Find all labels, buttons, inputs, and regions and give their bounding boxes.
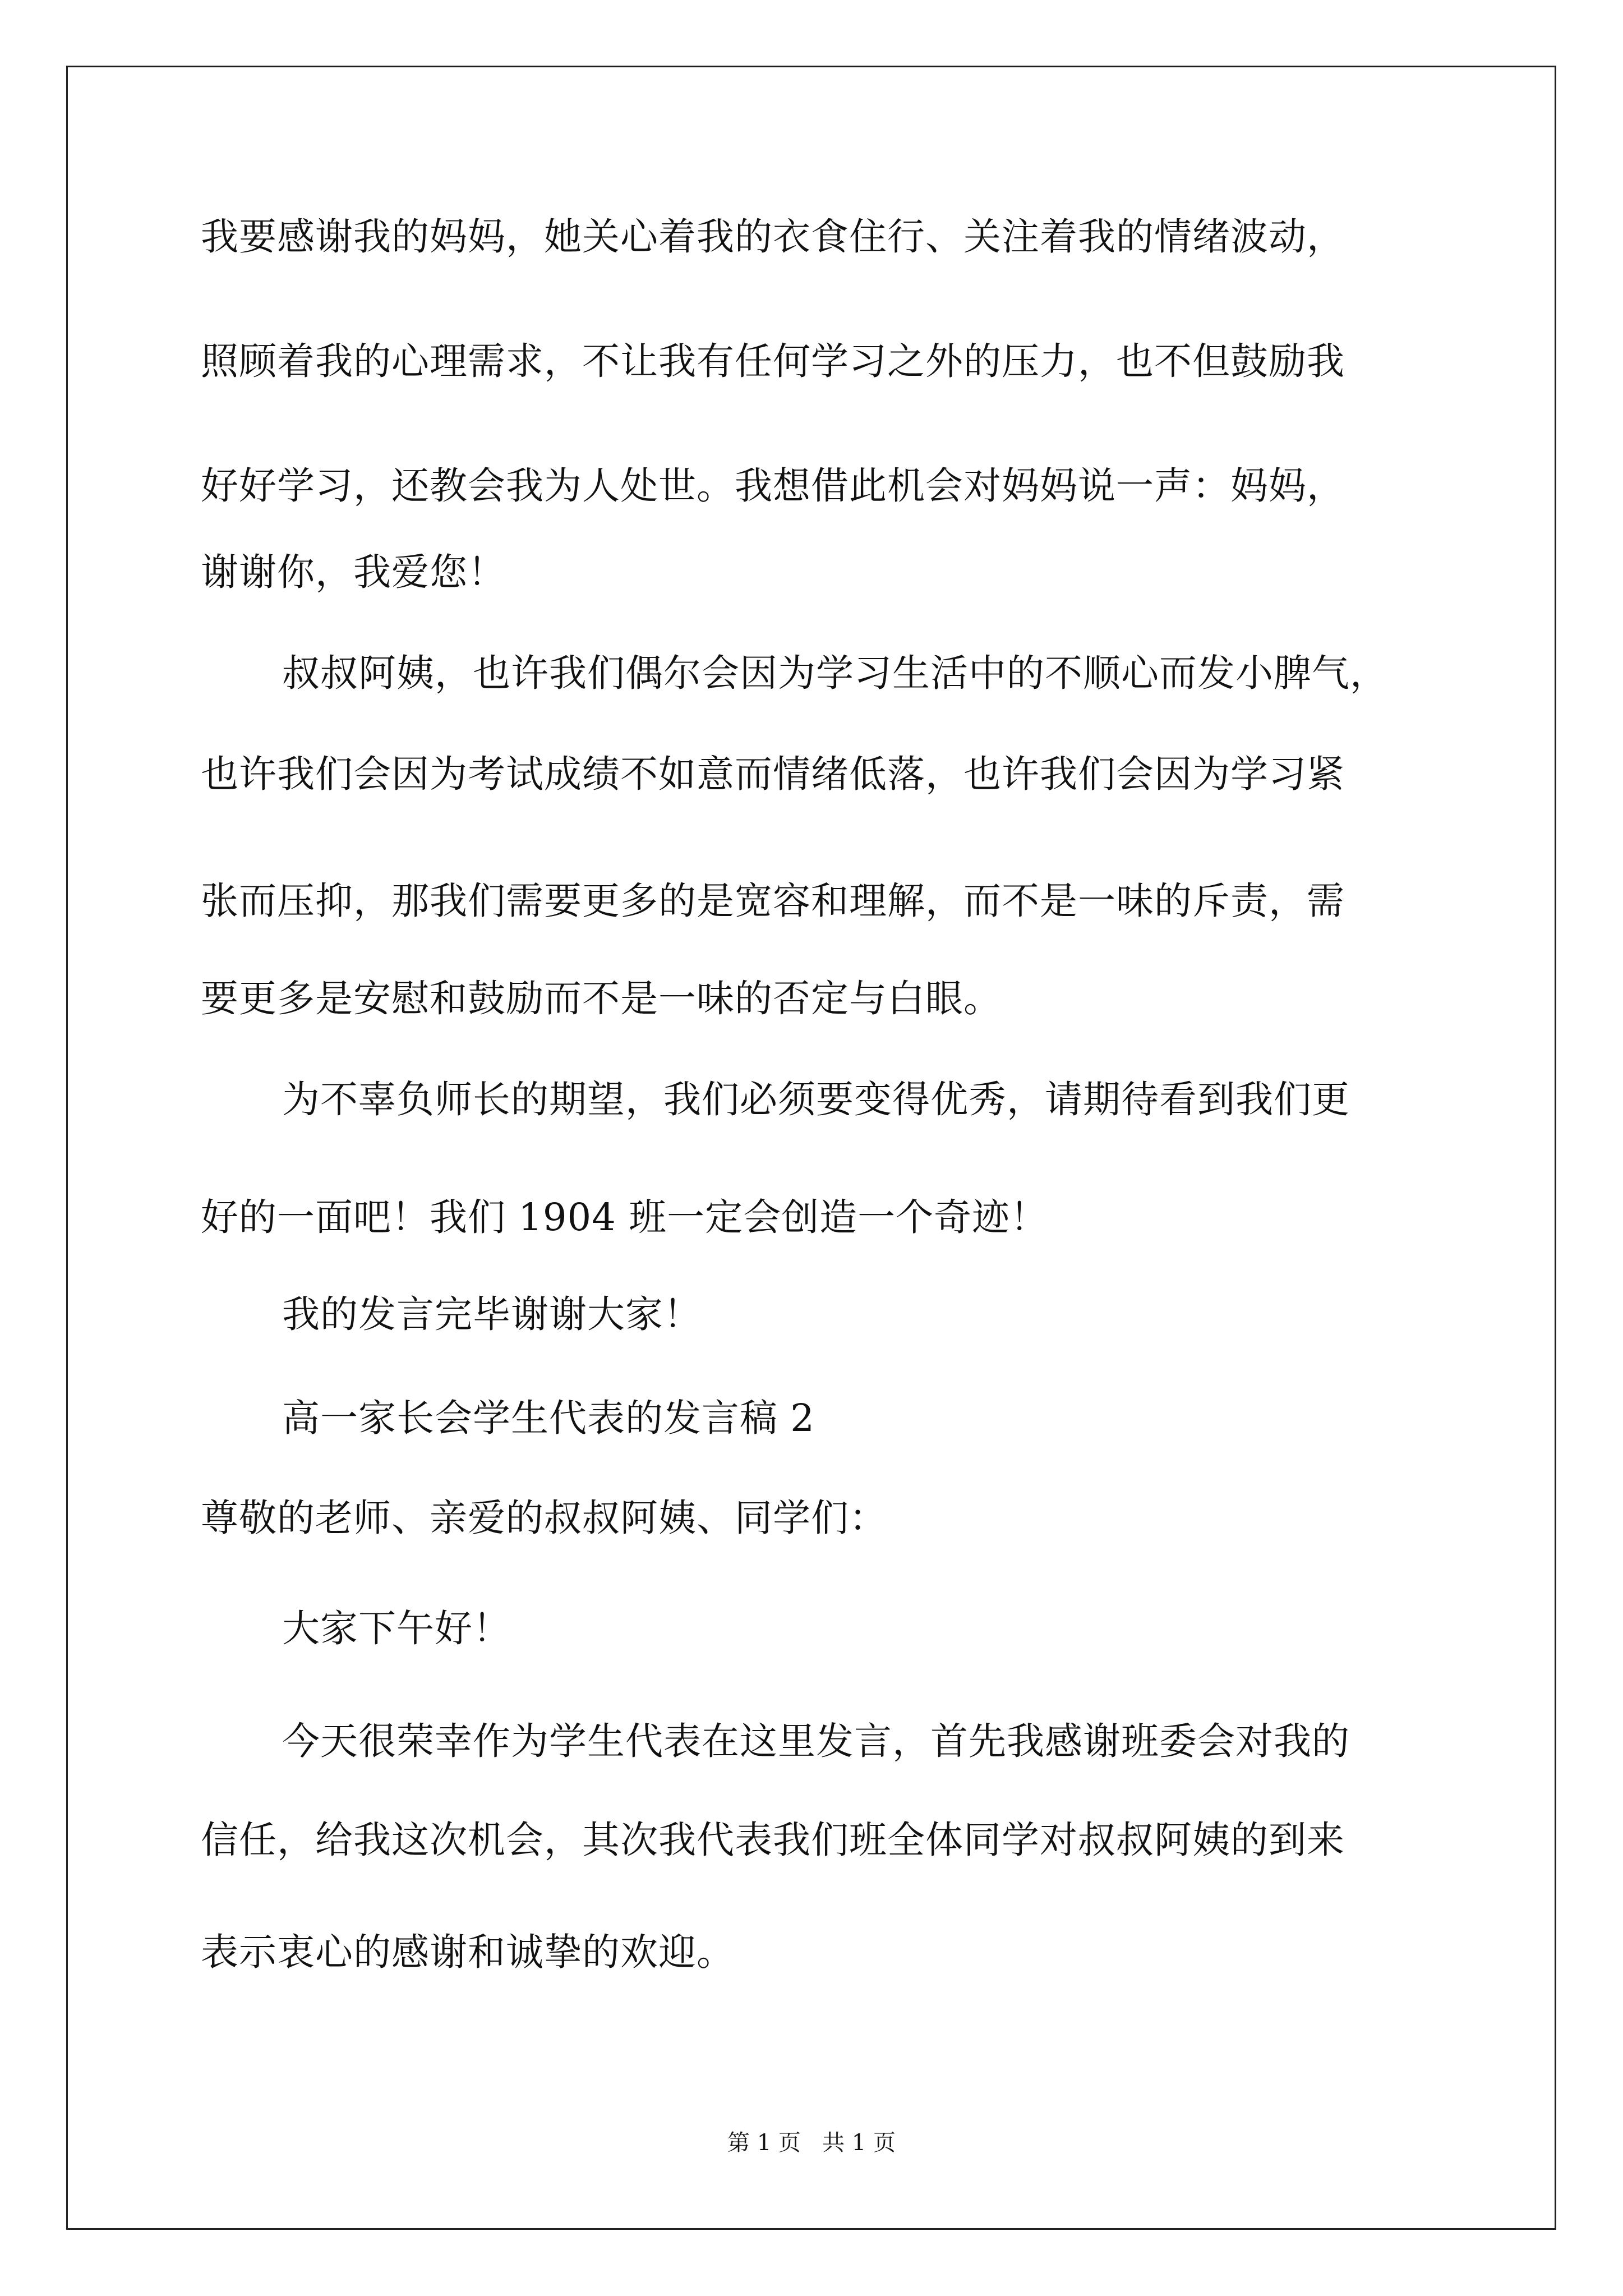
body-text-line: 为不辜负师长的期望，我们必须要变得优秀，请期待看到我们更 [282, 1078, 1350, 1121]
salutation: 尊敬的老师、亲爱的叔叔阿姨、同学们： [201, 1496, 887, 1540]
page-border [66, 66, 1556, 2230]
section-heading: 高一家长会学生代表的发言稿 2 [282, 1396, 815, 1440]
body-text-line: 谢谢你，我爱您！ [201, 550, 506, 594]
body-text-line: 今天很荣幸作为学生代表在这里发言，首先我感谢班委会对我的 [282, 1719, 1350, 1763]
body-text-line: 好的一面吧！我们 1904 班一定会创造一个奇迹！ [201, 1195, 1049, 1239]
body-text-line: 表示衷心的感谢和诚挚的欢迎。 [201, 1930, 735, 1974]
body-text-line: 也许我们会因为考试成绩不如意而情绪低落，也许我们会因为学习紧 [201, 752, 1345, 796]
page-number-footer: 第 1 页 共 1 页 [727, 2130, 896, 2156]
body-text-line: 叔叔阿姨，也许我们偶尔会因为学习生活中的不顺心而发小脾气， [282, 651, 1388, 695]
body-text-line: 照顾着我的心理需求，不让我有任何学习之外的压力，也不但鼓励我 [201, 339, 1345, 383]
body-text-line: 要更多是安慰和鼓励而不是一味的否定与白眼。 [201, 977, 1002, 1020]
body-text-line: 我要感谢我的妈妈，她关心着我的衣食住行、关注着我的情绪波动， [201, 215, 1345, 259]
body-text-line: 张而压抑，那我们需要更多的是宽容和理解，而不是一味的斥责，需 [201, 879, 1345, 923]
closing-line: 我的发言完毕谢谢大家！ [282, 1292, 702, 1336]
body-text-line: 信任，给我这次机会，其次我代表我们班全体同学对叔叔阿姨的到来 [201, 1818, 1345, 1862]
body-text-line: 好好学习，还教会我为人处世。我想借此机会对妈妈说一声：妈妈， [201, 464, 1345, 508]
greeting: 大家下午好！ [282, 1607, 511, 1650]
